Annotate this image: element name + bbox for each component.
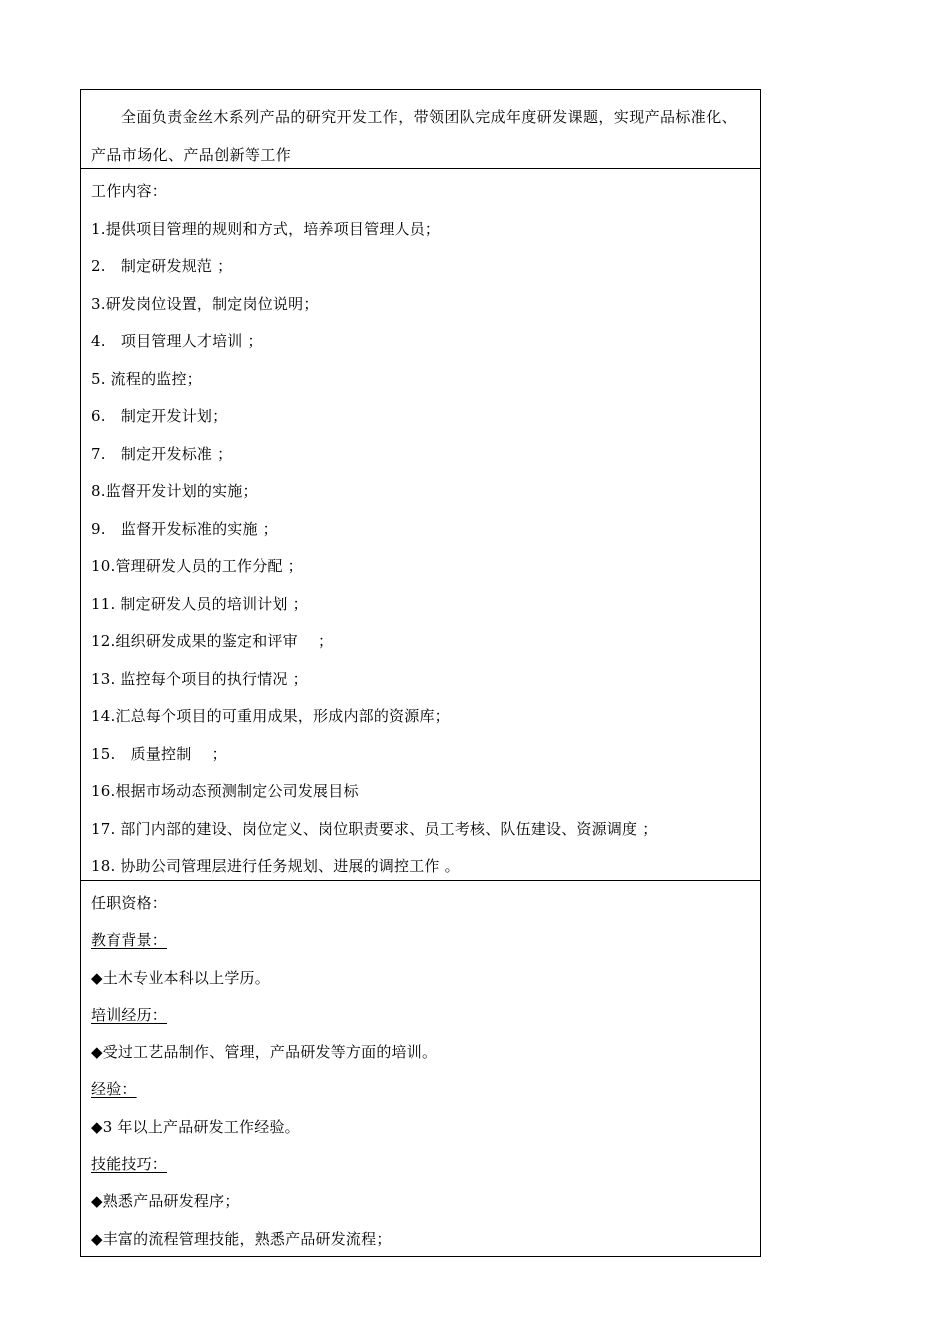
job-content-cell <box>81 169 760 881</box>
duty-item: 2. 制定研发规范 ； <box>91 257 233 275</box>
education-label-text: 教育背景： <box>91 931 168 950</box>
duty-item: 16.根据市场动态预测制定公司发展目标 <box>91 782 359 800</box>
skill-item: ◆熟悉产品研发程序； <box>91 1192 240 1211</box>
duty-item: 6. 制定开发计划； <box>91 407 228 425</box>
skills-label <box>91 1146 750 1183</box>
training-label <box>91 997 750 1034</box>
training-label-text: 培训经历： <box>91 1005 168 1024</box>
job-description-table <box>80 89 761 1257</box>
experience-requirement: ◆3 年以上产品研发工作经验。 <box>91 1117 300 1136</box>
duty-item: 8.监督开发计划的实施； <box>91 482 258 500</box>
duty-item: 5. 流程的监控； <box>91 369 202 388</box>
duty-item: 4. 项目管理人才培训 ； <box>91 332 263 350</box>
job-content-heading: 工作内容： <box>91 182 168 200</box>
education-requirement: ◆土木专业本科以上学历。 <box>91 968 270 987</box>
duty-item: 15. 质量控制 ； <box>91 744 227 763</box>
training-requirement: ◆受过工艺品制作、管理，产品研发等方面的培训。 <box>91 1043 438 1062</box>
duty-item: 12.组织研发成果的鉴定和评审 ； <box>91 632 334 650</box>
duty-item: 18. 协助公司管理层进行任务规划、进展的调控工作 。 <box>91 857 460 875</box>
duty-item: 10.管理研发人员的工作分配 ； <box>91 557 303 575</box>
duty-item: 9. 监督开发标准的实施 ； <box>91 519 278 538</box>
duty-item: 3.研发岗位设置，制定岗位说明； <box>91 294 319 313</box>
experience-label <box>91 1071 750 1108</box>
duty-item: 1.提供项目管理的规则和方式，培养项目管理人员； <box>91 219 441 238</box>
qualifications-cell <box>81 881 760 1256</box>
skill-item: ◆丰富的流程管理技能，熟悉产品研发流程； <box>91 1229 392 1248</box>
job-summary-cell <box>81 90 760 169</box>
skills-label-text: 技能技巧： <box>91 1155 168 1174</box>
education-label <box>91 922 750 959</box>
duty-item: 7. 制定开发标准 ； <box>91 444 233 463</box>
qualifications-heading: 任职资格： <box>91 894 168 912</box>
duty-item: 11. 制定研发人员的培训计划 ； <box>91 594 308 613</box>
duty-item: 14.汇总每个项目的可重用成果，形成内部的资源库； <box>91 707 450 725</box>
duty-item: 17. 部门内部的建设、岗位定义、岗位职责要求、员工考核、队伍建设、资源调度 ； <box>91 819 658 838</box>
duty-item: 13. 监控每个项目的执行情况 ； <box>91 669 308 688</box>
job-summary-text: 全面负责金丝木系列产品的研究开发工作，带领团队完成年度研发课题，实现产品标准化、产品市场化、产品创新等工作 <box>91 108 738 164</box>
experience-label-text: 经验： <box>91 1080 137 1099</box>
